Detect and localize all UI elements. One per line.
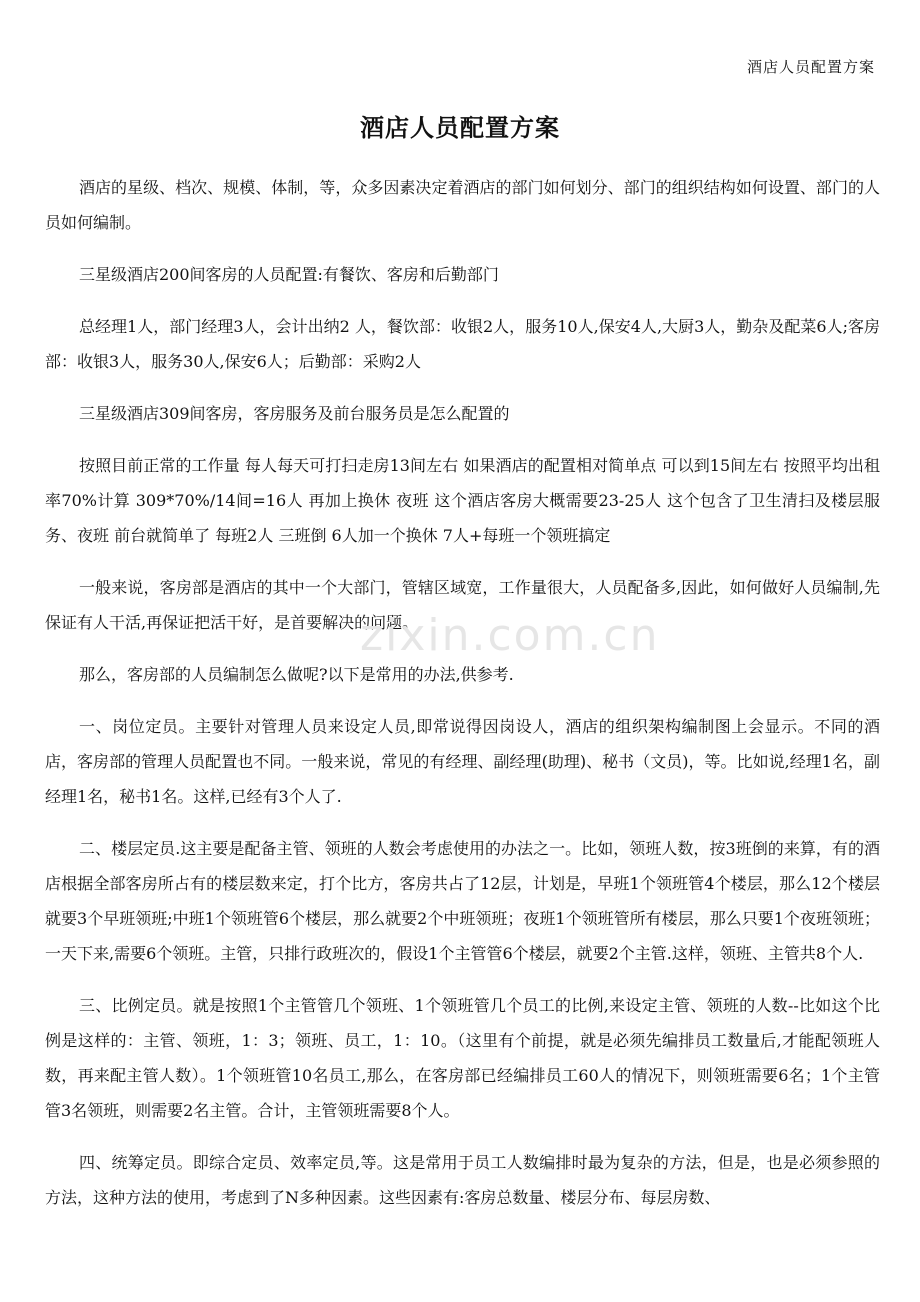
paragraph-intro: 酒店的星级、档次、规模、体制，等，众多因素决定着酒店的部门如何划分、部门的组织结构如何设置、部门的人员如何编制。 <box>45 178 880 232</box>
paragraph-method-1: 一、岗位定员。主要针对管理人员来设定人员,即常说得因岗设人，酒店的组织架构编制图上会显示。不同的酒店，客房部的管理人员配置也不同。一般来说，常见的有经理、副经理(助理)、秘书（文员)，等。比如说,经理1名，副经理1名，秘书1名。这样,已经有3个人了. <box>45 717 880 806</box>
paragraph-309-rooms-workload: 按照目前正常的工作量 每人每天可打扫走房13间左右 如果酒店的配置相对简单点 可以到15间左右 按照平均出租率70%计算 309*70%/14间=16人 再加上换休 夜班 这个酒店客房大概需要23-25人 这个包含了卫生清扫及楼层服务、夜班 前台就简单了 每班2人 三班倒 6人加一个换休 7人+每班一个领班搞定 <box>45 456 880 545</box>
document-title: 酒店人员配置方案 <box>360 113 560 142</box>
paragraph-method-4: 四、统筹定员。即综合定员、效率定员,等。这是常用于员工人数编排时最为复杂的方法，但是，也是必须参照的方法，这种方法的使用，考虑到了N多种因素。这些因素有:客房总数量、楼层分布、每层房数、 <box>45 1153 880 1207</box>
running-header: 酒店人员配置方案 <box>746 58 875 76</box>
paragraph-housekeeping-overview: 一般来说，客房部是酒店的其中一个大部门，管辖区域宽，工作量很大，人员配备多,因此，如何做好人员编制,先保证有人干活,再保证把活干好，是首要解决的问题。 <box>45 578 880 632</box>
paragraph-methods-intro: 那么，客房部的人员编制怎么做呢?以下是常用的办法,供参考. <box>79 665 514 684</box>
watermark: zixin.com.cn <box>360 610 660 661</box>
paragraph-method-3: 三、比例定员。就是按照1个主管管几个领班、1个领班管几个员工的比例,来设定主管、领班的人数--比如这个比例是这样的：主管、领班，1：3；领班、员工，1：10。（这里有个前提，就是必须先编排员工数量后,才能配领班人数，再来配主管人数）。1个领班管10名员工,那么，在客房部已经编排员工60人的情况下，则领班需要6名；1个主管管3名领班，则需要2名主管。合计，主管领班需要8个人。 <box>45 996 880 1120</box>
paragraph-200-rooms-heading: 三星级酒店200间客房的人员配置:有餐饮、客房和后勤部门 <box>79 265 499 284</box>
paragraph-309-rooms-heading: 三星级酒店309间客房，客房服务及前台服务员是怎么配置的 <box>79 404 510 423</box>
document-body <box>45 170 880 1232</box>
paragraph-200-rooms-staff: 总经理1人，部门经理3人，会计出纳2 人，餐饮部：收银2人，服务10人,保安4人,大厨3人，勤杂及配菜6人;客房部：收银3人，服务30人,保安6人；后勤部：采购2人 <box>45 317 880 371</box>
paragraph-method-2: 二、楼层定员.这主要是配备主管、领班的人数会考虑使用的办法之一。比如，领班人数，按3班倒的来算，有的酒店根据全部客房所占有的楼层数来定，打个比方，客房共占了12层，计划是，早班1个领班管4个楼层，那么12个楼层就要3个早班领班;中班1个领班管6个楼层，那么就要2个中班领班；夜班1个领班管所有楼层，那么只要1个夜班领班；一天下来,需要6个领班。主管，只排行政班次的，假设1个主管管6个楼层，就要2个主管.这样，领班、主管共8个人. <box>45 839 880 963</box>
